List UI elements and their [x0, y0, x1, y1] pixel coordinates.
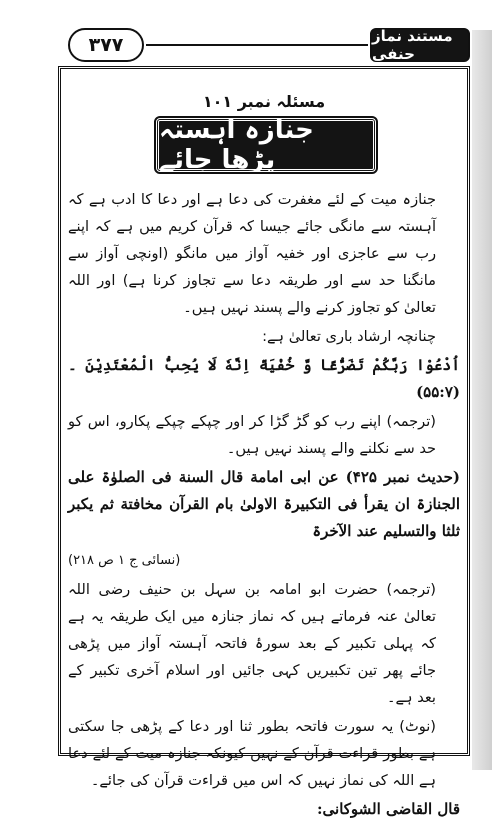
chapter-title-box [156, 115, 376, 175]
running-title: مستند نماز حنفی [370, 28, 470, 62]
hadith-text: (حدیث نمبر ۴۲۵) عن ابی امامة قال السنة فی الصلوٰۃ علی الجنازۃ ان یقرأ فی التکبیرۃ الاولیٰ بام القرآن مخافتة ثم یکبر ثلثا والتسلیم عند الآخرۃ [68, 468, 460, 540]
verse-translation: (ترجمہ) اپنے رب کو گڑ گڑا کر اور چپکے چپکے پکارو، اس کو حد سے نکلنے والے پسند نہیں ہیں۔ [68, 413, 436, 457]
note-paragraph: (نوٹ) یہ سورت فاتحہ بطور ثنا اور دعا کے پڑھی جا سکتی ہے بطور قراءت قرآن کے نہیں کیونکہ جنازہ میت کے لئے دعا ہے اللہ کی نماز نہیں کہ اس میں قراءت قرآن کی جائے۔ [68, 718, 436, 789]
paragraph-intro: جنازہ میت کے لئے مغفرت کی دعا ہے اور دعا کا ادب ہے کہ آہستہ سے مانگی جائے جیسا کہ قرآن کریم میں ہے کہ اپنے رب سے عاجزی اور خفیہ آواز میں مانگو (اونچی آواز سے مانگنا حد سے اور طریقہ دعا سے تجاوز کرنا ہے) اور اللہ تعالیٰ کو تجاوز کرنے والے پسند نہیں ہیں۔ [68, 191, 436, 316]
masala-number: مسئلہ نمبر ۱۰۱ [202, 92, 326, 111]
quran-verse: اُدْعُوْا رَبَّكُمْ تَضَرُّعًا وَّ خُفْيَةً اِنَّهٗ لَا يُحِبُّ الْمُعْتَدِيْنَ ۔ (۵۵:۷) [68, 356, 460, 401]
chapter-title: جنازہ آہستہ پڑھا جائے [159, 115, 314, 175]
hadith-translation: (ترجمہ) حضرت ابو امامہ بن سہل بن حنیف رضی اللہ تعالیٰ عنہ فرماتے ہیں کہ نماز جنازہ میں ایک طریقہ یہ ہے کہ پہلی تکبیر کے بعد سورۂ فاتحہ آہستہ آواز میں پڑھی جائے پھر تین تکبیریں کہی جائیں اور اسلام آخری تکبیر کے بعد ہے۔ [68, 581, 436, 706]
paragraph-command: چنانچہ ارشاد باری تعالیٰ ہے: [262, 328, 436, 345]
body-text [68, 186, 460, 825]
page-number: ۳۷۷ [68, 28, 144, 62]
header-rule [146, 44, 368, 46]
closing-quote-intro: قال القاضی الشوکانی: [316, 800, 460, 818]
hadith-reference: (نسائی ج ۱ ص ۲۱۸) [68, 553, 181, 568]
page-edge-shadow [472, 30, 492, 770]
